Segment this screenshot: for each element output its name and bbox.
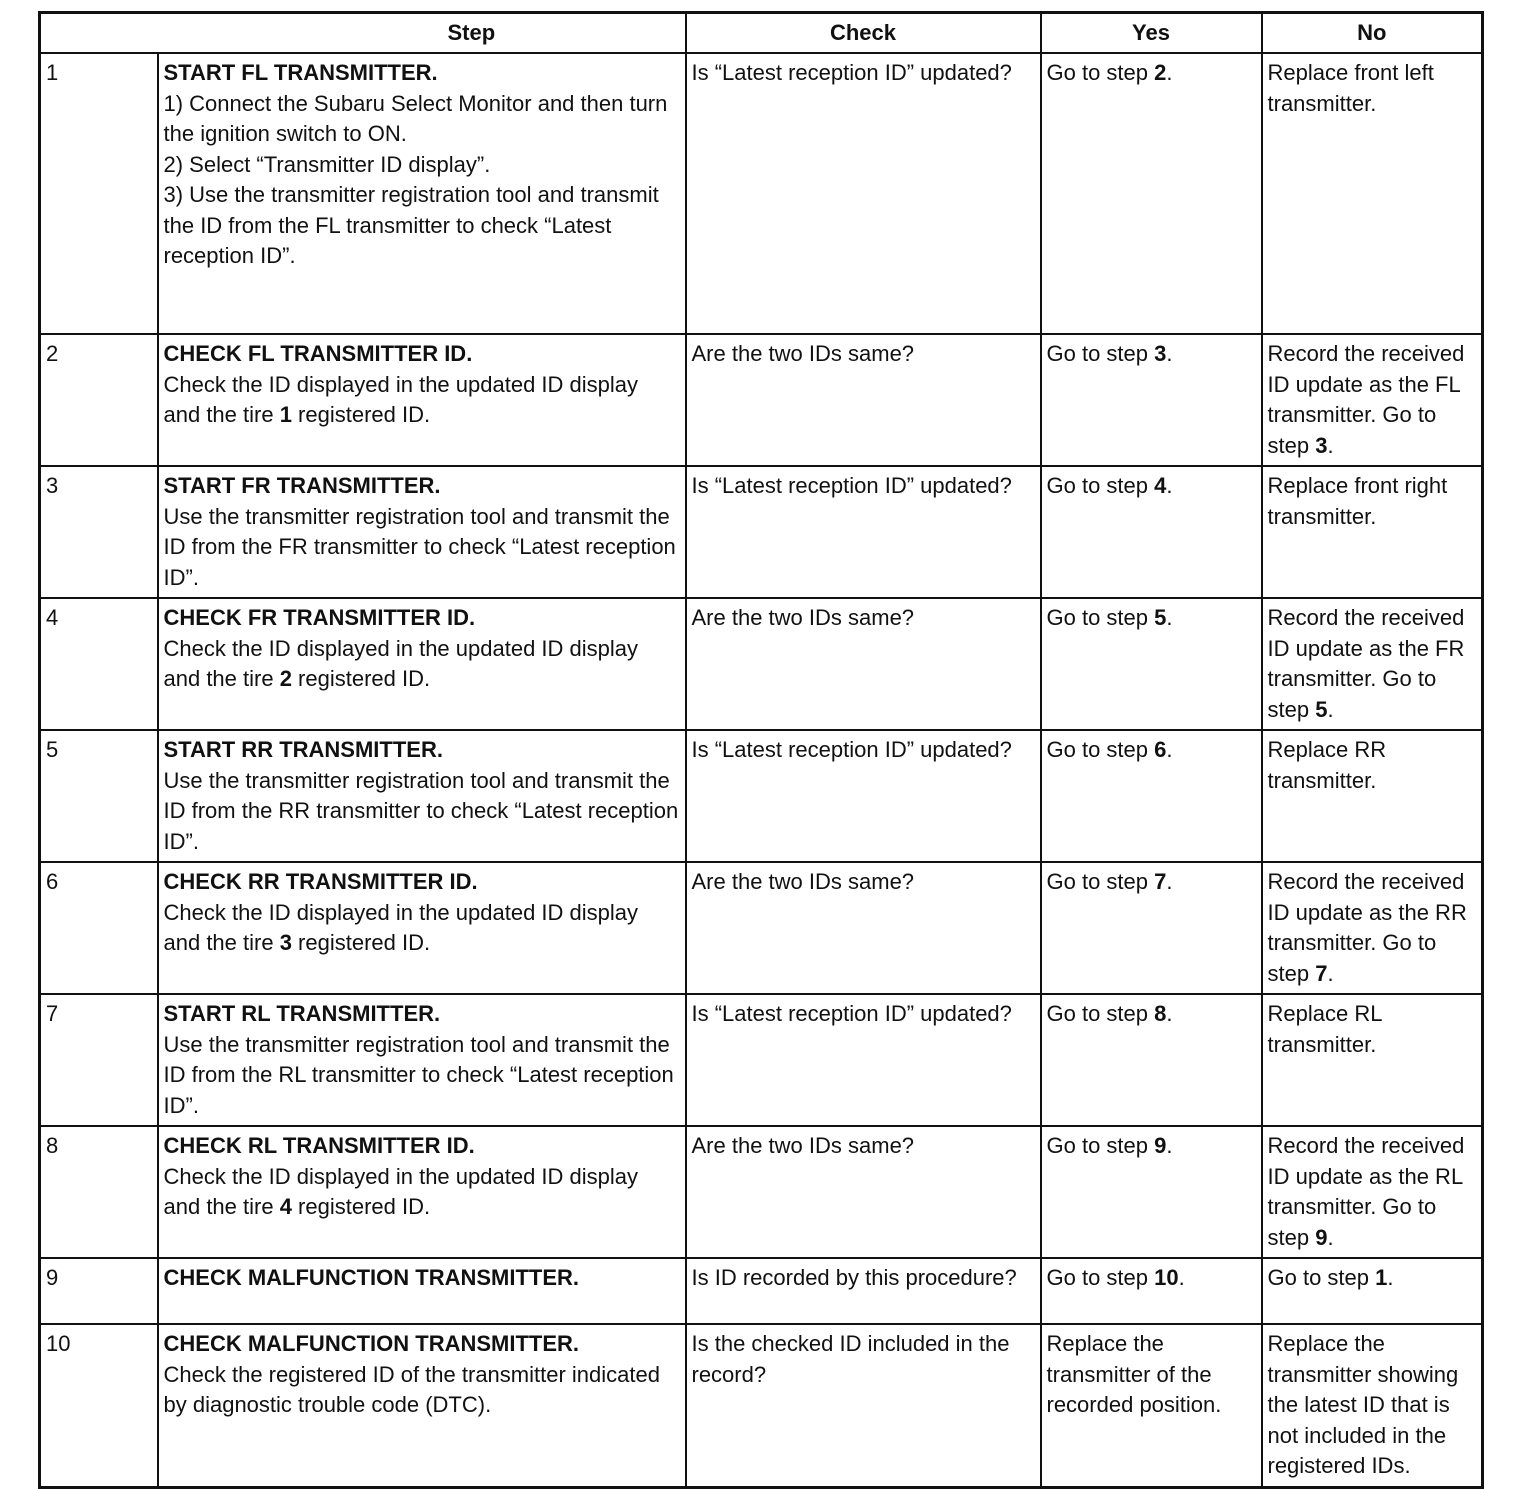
step-ref: 7	[1315, 960, 1328, 986]
step-number: 7	[40, 994, 158, 1126]
step-title: START FR TRANSMITTER.	[163, 473, 441, 498]
step-cell	[158, 994, 686, 1126]
step-title: CHECK FR TRANSMITTER ID.	[163, 605, 476, 630]
step-cell	[158, 1324, 686, 1487]
step-title: START RR TRANSMITTER.	[163, 737, 443, 762]
step-ref: 3	[1154, 341, 1167, 366]
table-row	[40, 1126, 1483, 1258]
no-cell: Record the received ID update as the RR transmitter. Go to step 7.	[1262, 862, 1483, 994]
check-header: Check	[686, 13, 1041, 54]
no-cell: Record the received ID update as the RL transmitter. Go to step 9.	[1262, 1126, 1483, 1258]
step-cell	[158, 862, 686, 994]
step-title: CHECK RL TRANSMITTER ID.	[163, 1133, 475, 1158]
step-cell	[158, 730, 686, 862]
step-header: Step	[158, 13, 686, 54]
step-number: 3	[40, 466, 158, 598]
substep: 1) Connect the Subaru Select Monitor and then turn the ignition switch to ON.	[163, 90, 668, 146]
step-title: START RL TRANSMITTER.	[163, 1001, 441, 1026]
step-ref: 1	[1375, 1265, 1388, 1290]
table-row	[40, 994, 1483, 1126]
check-cell: Is “Latest reception ID” updated?	[686, 730, 1041, 862]
check-cell: Are the two IDs same?	[686, 334, 1041, 466]
step-number: 9	[40, 1258, 158, 1324]
step-ref: 8	[1154, 1001, 1167, 1026]
header-row	[40, 13, 1483, 54]
step-ref: 9	[1154, 1133, 1167, 1158]
step-number: 4	[40, 598, 158, 730]
substep: 3) Use the transmitter registration tool and transmit the ID from the FL transmitter to check “Latest reception ID”.	[163, 182, 659, 268]
table-row	[40, 1258, 1483, 1324]
yes-header: Yes	[1041, 13, 1262, 54]
no-cell: Record the received ID update as the FL transmitter. Go to step 3.	[1262, 334, 1483, 466]
table-row	[40, 1324, 1483, 1487]
step-cell	[158, 53, 686, 334]
table-row	[40, 730, 1483, 862]
step-ref: 5	[1154, 605, 1167, 630]
step-number-header	[40, 13, 158, 54]
yes-cell: Go to step 5.	[1041, 598, 1262, 730]
yes-cell: Replace the transmitter of the recorded position.	[1041, 1324, 1262, 1487]
check-cell: Are the two IDs same?	[686, 1126, 1041, 1258]
check-cell: Is “Latest reception ID” updated?	[686, 53, 1041, 334]
check-cell: Is the checked ID included in the record?	[686, 1324, 1041, 1487]
no-cell: Record the received ID update as the FR transmitter. Go to step 5.	[1262, 598, 1483, 730]
step-ref: 2	[1154, 60, 1167, 85]
step-description: Check the ID displayed in the updated ID display and the tire 4 registered ID.	[163, 1163, 639, 1219]
check-cell: Are the two IDs same?	[686, 598, 1041, 730]
table-row	[40, 53, 1483, 334]
step-number: 1	[40, 53, 158, 334]
step-ref: 10	[1154, 1265, 1179, 1290]
step-ref: 4	[1154, 473, 1167, 498]
step-description: Use the transmitter registration tool and transmit the ID from the RR transmitter to check “Latest reception ID”.	[163, 767, 679, 854]
table-row	[40, 466, 1483, 598]
step-title: CHECK MALFUNCTION TRANSMITTER.	[163, 1265, 580, 1290]
step-title: START FL TRANSMITTER.	[163, 60, 438, 85]
no-cell: Go to step 1.	[1262, 1258, 1483, 1324]
yes-cell: Go to step 9.	[1041, 1126, 1262, 1258]
table-row	[40, 598, 1483, 730]
step-description: Use the transmitter registration tool and transmit the ID from the RL transmitter to check “Latest reception ID”.	[163, 1031, 674, 1118]
check-cell: Is ID recorded by this procedure?	[686, 1258, 1041, 1324]
step-number: 10	[40, 1324, 158, 1487]
check-cell: Are the two IDs same?	[686, 862, 1041, 994]
table-row	[40, 862, 1483, 994]
step-cell	[158, 1258, 686, 1324]
check-cell: Is “Latest reception ID” updated?	[686, 994, 1041, 1126]
step-description: Use the transmitter registration tool and transmit the ID from the FR transmitter to check “Latest reception ID”.	[163, 503, 676, 590]
table-row	[40, 334, 1483, 466]
check-cell: Is “Latest reception ID” updated?	[686, 466, 1041, 598]
step-ref: 9	[1315, 1224, 1328, 1250]
step-cell	[158, 466, 686, 598]
step-number: 2	[40, 334, 158, 466]
step-description: Check the ID displayed in the updated ID display and the tire 1 registered ID.	[163, 371, 639, 427]
step-title: CHECK RR TRANSMITTER ID.	[163, 869, 478, 894]
step-cell	[158, 1126, 686, 1258]
step-ref: 5	[1315, 696, 1328, 722]
step-description: Check the registered ID of the transmitter indicated by diagnostic trouble code (DTC).	[163, 1361, 660, 1417]
no-cell: Replace RR transmitter.	[1262, 730, 1483, 862]
step-title: CHECK FL TRANSMITTER ID.	[163, 341, 473, 366]
yes-cell: Go to step 3.	[1041, 334, 1262, 466]
yes-cell: Go to step 10.	[1041, 1258, 1262, 1324]
step-description: Check the ID displayed in the updated ID display and the tire 2 registered ID.	[163, 635, 639, 691]
yes-cell: Go to step 2.	[1041, 53, 1262, 334]
step-number: 5	[40, 730, 158, 862]
step-number: 6	[40, 862, 158, 994]
step-ref: 3	[1315, 432, 1328, 458]
no-cell: Replace the transmitter showing the latest ID that is not included in the registered IDs.	[1262, 1324, 1483, 1487]
yes-cell: Go to step 4.	[1041, 466, 1262, 598]
no-cell: Replace front right transmitter.	[1262, 466, 1483, 598]
step-number: 8	[40, 1126, 158, 1258]
no-header: No	[1262, 13, 1483, 54]
yes-cell: Go to step 6.	[1041, 730, 1262, 862]
yes-cell: Go to step 7.	[1041, 862, 1262, 994]
yes-cell: Go to step 8.	[1041, 994, 1262, 1126]
step-description: Check the ID displayed in the updated ID display and the tire 3 registered ID.	[163, 899, 639, 955]
step-ref: 6	[1154, 737, 1167, 762]
step-ref: 7	[1154, 869, 1167, 894]
no-cell: Replace front left transmitter.	[1262, 53, 1483, 334]
diagnostic-table	[38, 11, 1484, 1489]
no-cell: Replace RL transmitter.	[1262, 994, 1483, 1126]
step-title: CHECK MALFUNCTION TRANSMITTER.	[163, 1331, 580, 1356]
step-cell	[158, 598, 686, 730]
step-cell	[158, 334, 686, 466]
substep: 2) Select “Transmitter ID display”.	[163, 151, 491, 177]
